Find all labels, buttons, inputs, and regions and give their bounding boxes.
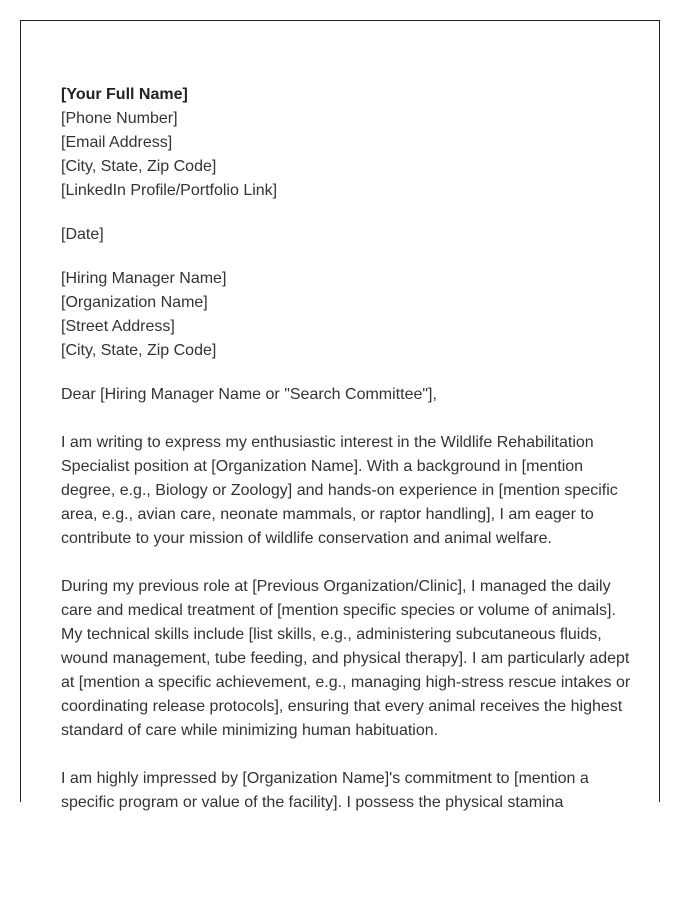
body-paragraph-2: During my previous role at [Previous Organization/Clinic], I managed the daily care and medical treatment of [mention specific species or volume of animals]. My technical skills include [list skills, e.g., administering subcutaneous fluids, wound management, tube feeding, and physical therapy]. I am particularly adept at [mention a specific achievement, e.g., managing high-stress rescue intakes or coordinating release protocols], ensuring that every animal receives the highest standard of care while minimizing human habituation. (61, 578, 631, 739)
salutation: Dear [Hiring Manager Name or "Search Committee"], (61, 386, 437, 403)
sender-phone: [Phone Number] (61, 110, 178, 127)
body-paragraph-1: I am writing to express my enthusiastic interest in the Wildlife Rehabilitation Specialist position at [Organization Name]. With a background in [mention degree, e.g., Biology or Zoology] and hands-on experience in [mention specific area, e.g., avian care, neonate mammals, or raptor handling], I am eager to contribute to your mission of wildlife conservation and animal welfare. (61, 434, 618, 547)
sender-block (61, 83, 631, 203)
sender-name: [Your Full Name] (61, 86, 188, 103)
body-paragraph-3: I am highly impressed by [Organization Name]'s commitment to [mention a specific program or value of the facility]. I possess the physical stamina (61, 770, 589, 811)
recipient-city: [City, State, Zip Code] (61, 342, 217, 359)
letter-date: [Date] (61, 226, 104, 243)
sender-city: [City, State, Zip Code] (61, 158, 217, 175)
recipient-street: [Street Address] (61, 318, 175, 335)
recipient-block (61, 267, 631, 363)
date-block (61, 223, 631, 247)
sender-linkedin: [LinkedIn Profile/Portfolio Link] (61, 182, 278, 199)
sender-email: [Email Address] (61, 134, 173, 151)
recipient-organization: [Organization Name] (61, 294, 208, 311)
letter-page (20, 20, 660, 811)
letter-content (61, 83, 631, 839)
recipient-manager: [Hiring Manager Name] (61, 270, 227, 287)
